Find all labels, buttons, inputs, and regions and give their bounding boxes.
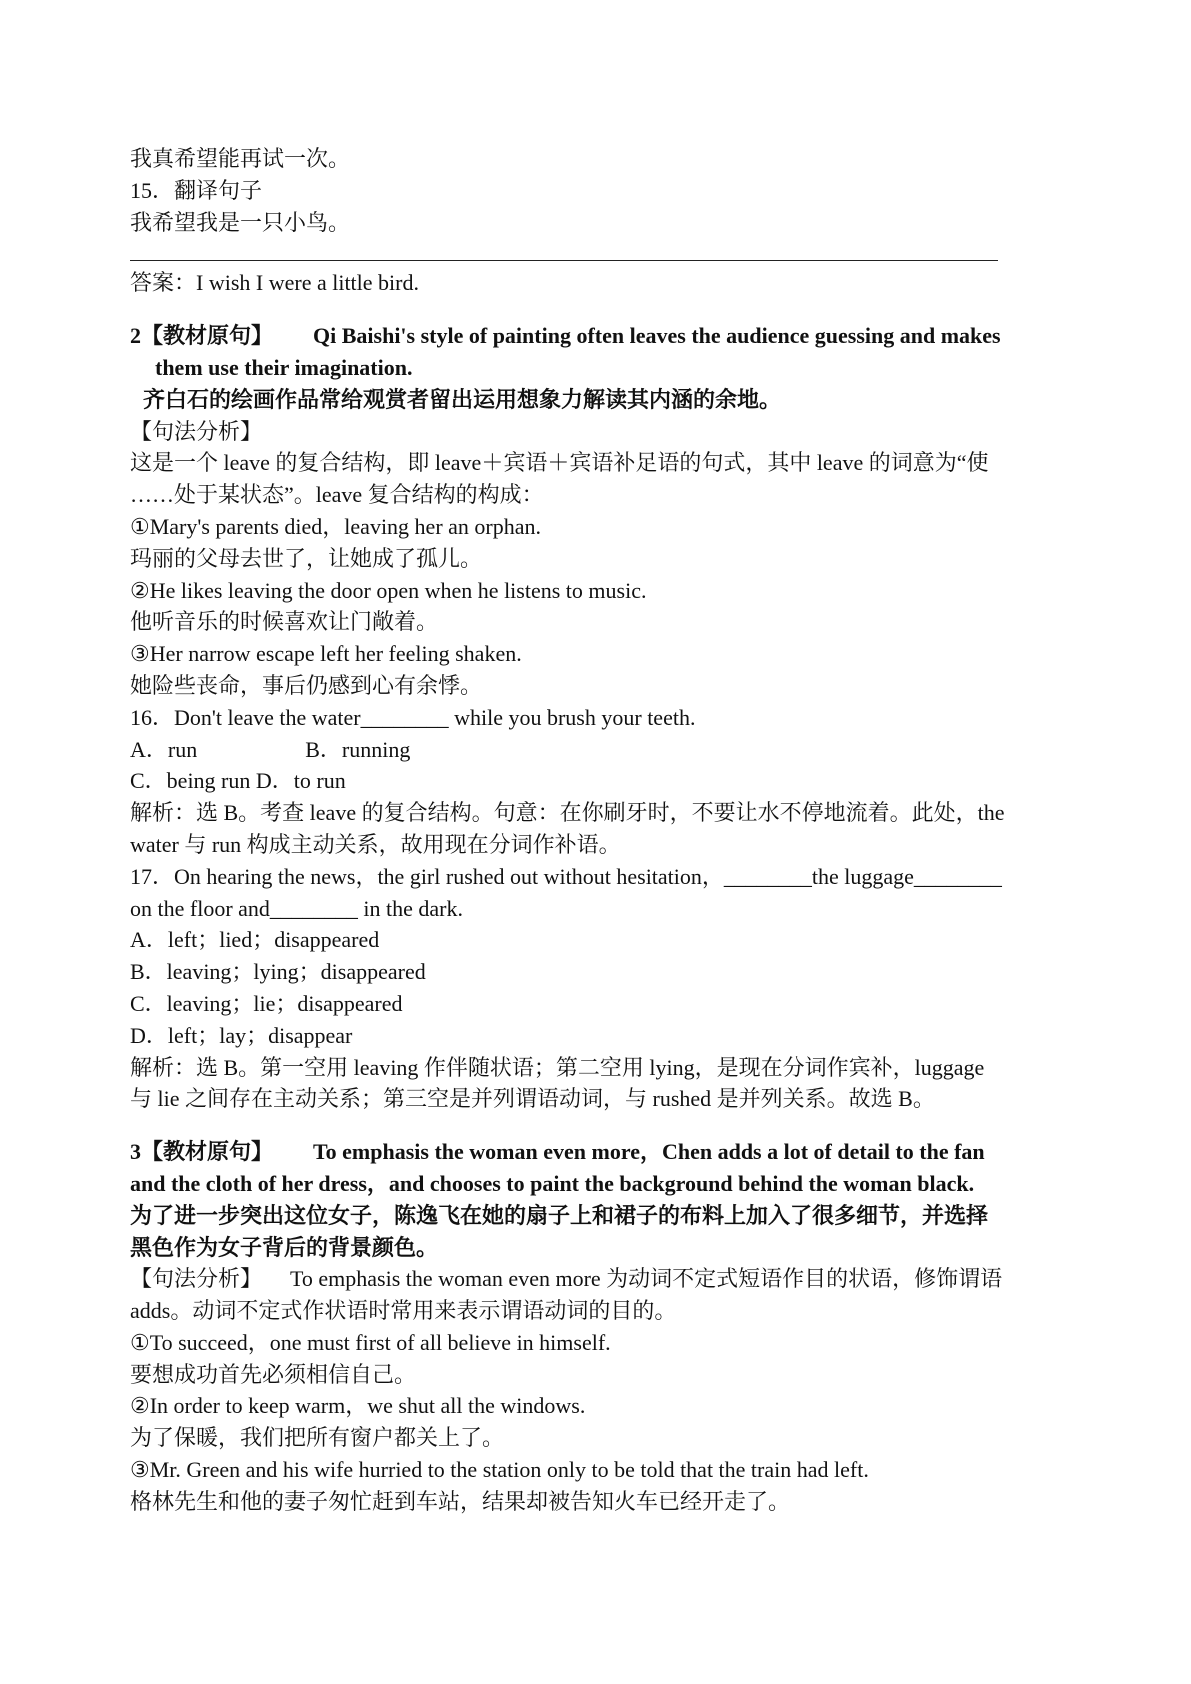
section-2-heading: 【句法分析】	[130, 418, 263, 444]
example-2-chinese: 他听音乐的时候喜欢让门敞着。	[130, 609, 439, 635]
example-3-chinese: 她险些丧命，事后仍感到心有余悸。	[130, 672, 483, 698]
example-2-chinese: 为了保暖，我们把所有窗户都关上了。	[130, 1425, 505, 1451]
option-a: A．run	[130, 736, 198, 762]
section-3-chinese-line1: 为了进一步突出这位女子，陈逸飞在她的扇子上和裙子的布料上加入了很多细节，并选择	[130, 1202, 989, 1228]
section-2-analysis-line1: 这是一个 leave 的复合结构，即 leave＋宾语＋宾语补足语的句式，其中 leave 的词意为“使	[130, 450, 989, 476]
question-17-option-b: B．leaving；lying；disappeared	[130, 959, 426, 985]
section-2-english-line2: them use their imagination.	[155, 354, 413, 380]
example-3-english: ③Mr. Green and his wife hurried to the station only to be told that the train had left.	[130, 1457, 869, 1483]
spacer	[130, 1115, 1085, 1136]
text-line: 我真希望能再试一次。	[130, 146, 351, 171]
text-line: 我希望我是一只小鸟。	[130, 209, 351, 235]
section-3-english-line1: To emphasis the woman even more，Chen adds a lot of detail to the fan	[313, 1139, 985, 1165]
section-3-title	[130, 1136, 1085, 1168]
question-17-option-d: D．left；lay；disappear	[130, 1022, 353, 1048]
question-16-options-cd: C．being run D．to run	[130, 768, 346, 794]
example-3-chinese: 格林先生和他的妻子匆忙赶到车站，结果却被告知火车已经开走了。	[130, 1488, 791, 1514]
question-17-explanation-line2: 与 lie 之间存在主动关系；第三空是并列谓语动词，与 rushed 是并列关系。故选 B。	[130, 1086, 935, 1112]
section-2-analysis-line2: ……处于某状态”。leave 复合结构的构成：	[130, 482, 544, 508]
section-2-number: 2【教材原句】	[130, 323, 274, 349]
example-1-chinese: 玛丽的父母去世了，让她成了孤儿。	[130, 545, 483, 571]
example-3-english: ③Her narrow escape left her feeling shaken.	[130, 641, 522, 667]
section-3-analysis-text: To emphasis the woman even more 为动词不定式短语作目的状语，修饰谓语	[290, 1266, 1003, 1292]
question-17-option-a: A．left；lied；disappeared	[130, 927, 380, 953]
example-2-english: ②He likes leaving the door open when he listens to music.	[130, 577, 647, 603]
section-3-analysis-line2: adds。动词不定式作状语时常用来表示谓语动词的目的。	[130, 1298, 677, 1324]
section-2-title	[130, 320, 1085, 352]
question-16-explanation-line1: 解析：选 B。考查 leave 的复合结构。句意：在你刷牙时，不要让水不停地流着。此处，the	[130, 800, 1005, 826]
question-17-option-c: C．leaving；lie；disappeared	[130, 990, 403, 1016]
question-16: 16．Don't leave the water________ while you brush your teeth.	[130, 704, 696, 730]
section-3-analysis-line1	[130, 1263, 1085, 1295]
question-17-line2: on the floor and________ in the dark.	[130, 895, 463, 921]
question-16-options-ab	[130, 734, 1085, 766]
answer-text: 答案：I wish I were a little bird.	[130, 270, 419, 296]
section-2-english-line1: Qi Baishi's style of painting often leaves the audience guessing and makes	[313, 323, 1001, 349]
section-3-english-line2: and the cloth of her dress，and chooses to paint the background behind the woman black.	[130, 1170, 975, 1196]
question-16-explanation-line2: water 与 run 构成主动关系，故用现在分词作补语。	[130, 831, 621, 857]
option-b: B．running	[305, 736, 411, 762]
question-17-line1: 17．On hearing the news，the girl rushed out without hesitation，________the luggage________	[130, 863, 1002, 889]
section-3-chinese-line2: 黑色作为女子背后的背景颜色。	[130, 1234, 439, 1260]
example-1-chinese: 要想成功首先必须相信自己。	[130, 1361, 417, 1387]
example-2-english: ②In order to keep warm，we shut all the windows.	[130, 1393, 586, 1419]
section-2-chinese: 齐白石的绘画作品常给观赏者留出运用想象力解读其内涵的余地。	[143, 386, 782, 412]
document-body	[130, 143, 1085, 1518]
example-1-english: ①Mary's parents died，leaving her an orphan.	[130, 513, 542, 539]
example-1-english: ①To succeed，one must first of all believe in himself.	[130, 1329, 611, 1355]
answer-blank-line	[130, 238, 998, 261]
question-17-explanation-line1: 解析：选 B。第一空用 leaving 作伴随状语；第二空用 lying，是现在分词作宾补，luggage	[130, 1054, 985, 1080]
spacer	[130, 299, 1085, 320]
question-15-label: 15．翻译句子	[130, 177, 263, 203]
section-3-heading: 【句法分析】	[130, 1266, 263, 1292]
section-3-number: 3【教材原句】	[130, 1139, 274, 1165]
